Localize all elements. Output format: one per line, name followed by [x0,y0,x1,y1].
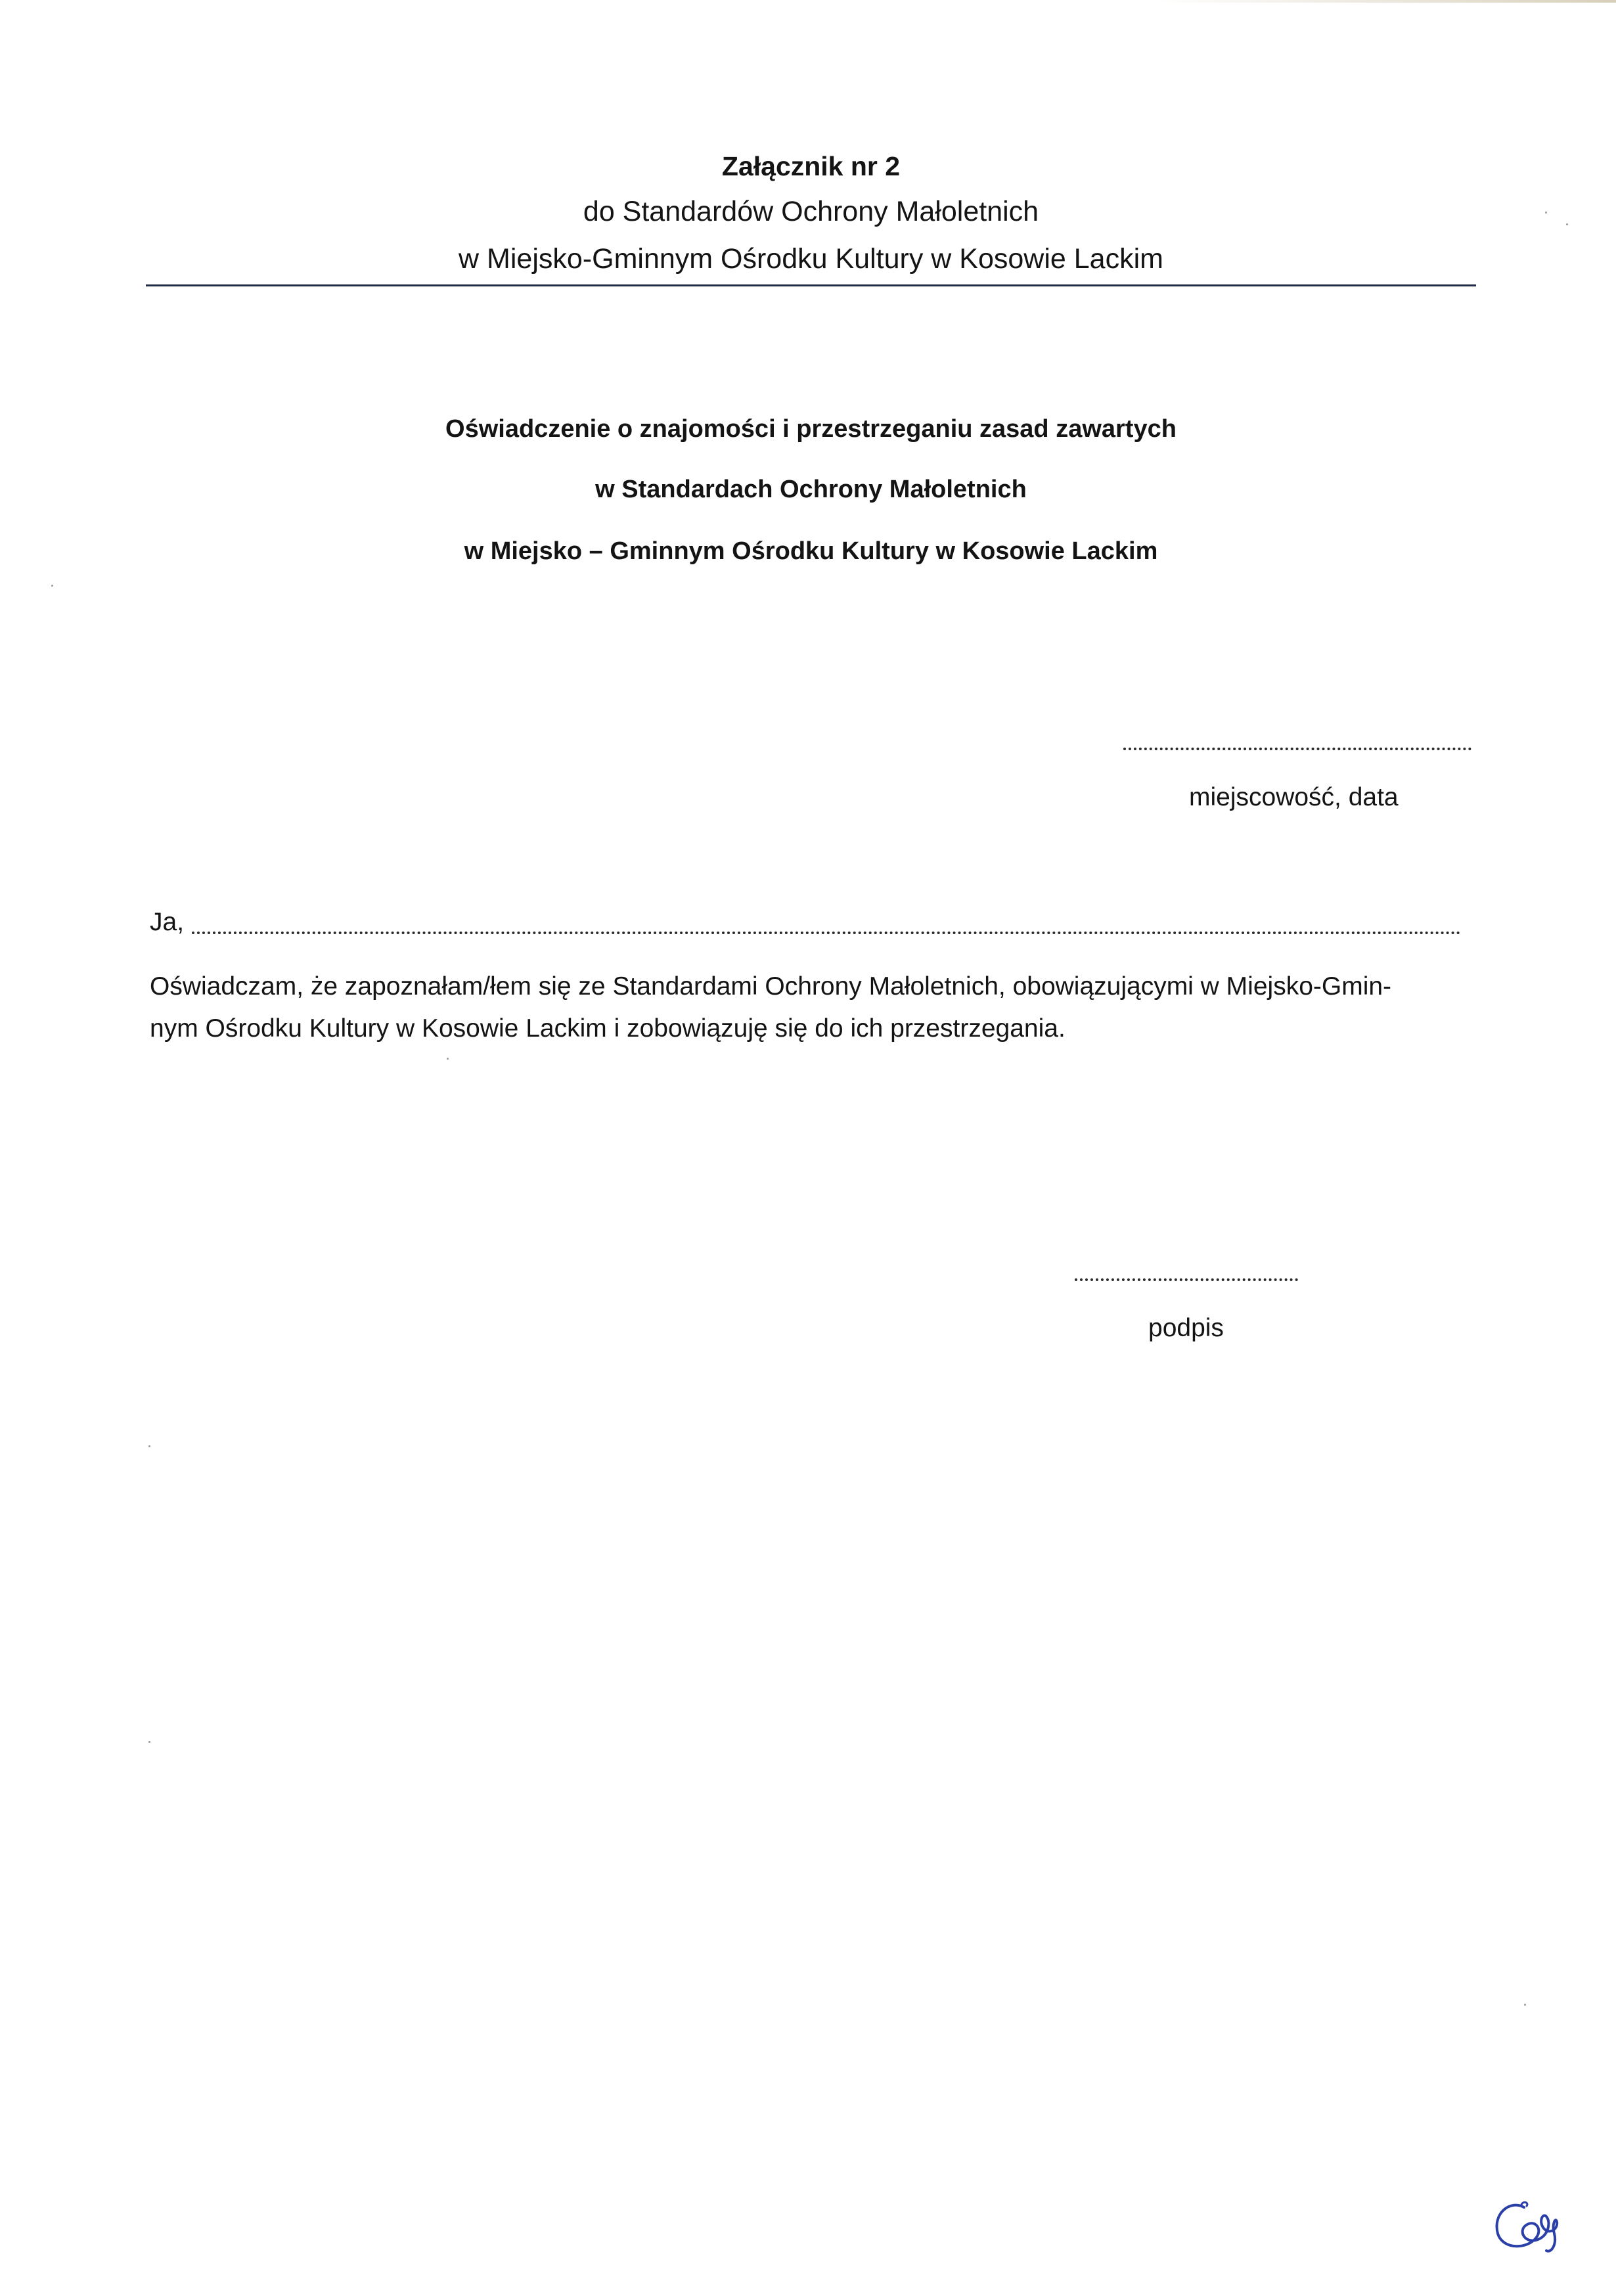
header-divider [146,284,1476,286]
scan-speck [51,585,53,587]
scan-speck [1566,223,1568,225]
declaration-title-line3: w Miejsko – Gminnym Ośrodku Kultury w Kosowie Lackim [464,537,1158,565]
name-field-prefix: Ja, [150,908,185,936]
scan-speck [148,1445,150,1447]
scan-edge-shadow [1156,0,1616,3]
declaration-title-line1: Oświadczenie o znajomości i przestrzeganiu zasad zawartych [445,415,1177,443]
statement-line1: Oświadczam, że zapoznałam/łem się ze Standardami Ochrony Małoletnich, obowiązującymi w Miejsko-Gmin- [150,972,1392,1001]
scan-speck [1524,2004,1526,2006]
statement-paragraph [150,966,1477,1050]
place-date-field[interactable] [1123,748,1471,750]
annex-title: Załącznik nr 2 [721,151,901,181]
annex-subtitle-line2: w Miejsko-Gminnym Ośrodku Kultury w Kosowie Lackim [459,243,1163,275]
name-field[interactable] [192,932,1461,934]
annex-subtitle-line1: do Standardów Ochrony Małoletnich [583,196,1039,227]
place-date-label: miejscowość, data [1189,783,1399,811]
scan-speck [1545,212,1547,214]
declaration-title-line2: w Standardach Ochrony Małoletnich [595,476,1027,503]
handwritten-initials [1483,2188,1569,2260]
signature-label: podpis [1148,1314,1224,1342]
scan-speck [148,1741,150,1743]
signature-field[interactable] [1075,1278,1298,1281]
scan-speck [447,1058,449,1060]
statement-line2: nym Ośrodku Kultury w Kosowie Lackim i zobowiązuję się do ich przestrzegania. [150,1014,1066,1043]
